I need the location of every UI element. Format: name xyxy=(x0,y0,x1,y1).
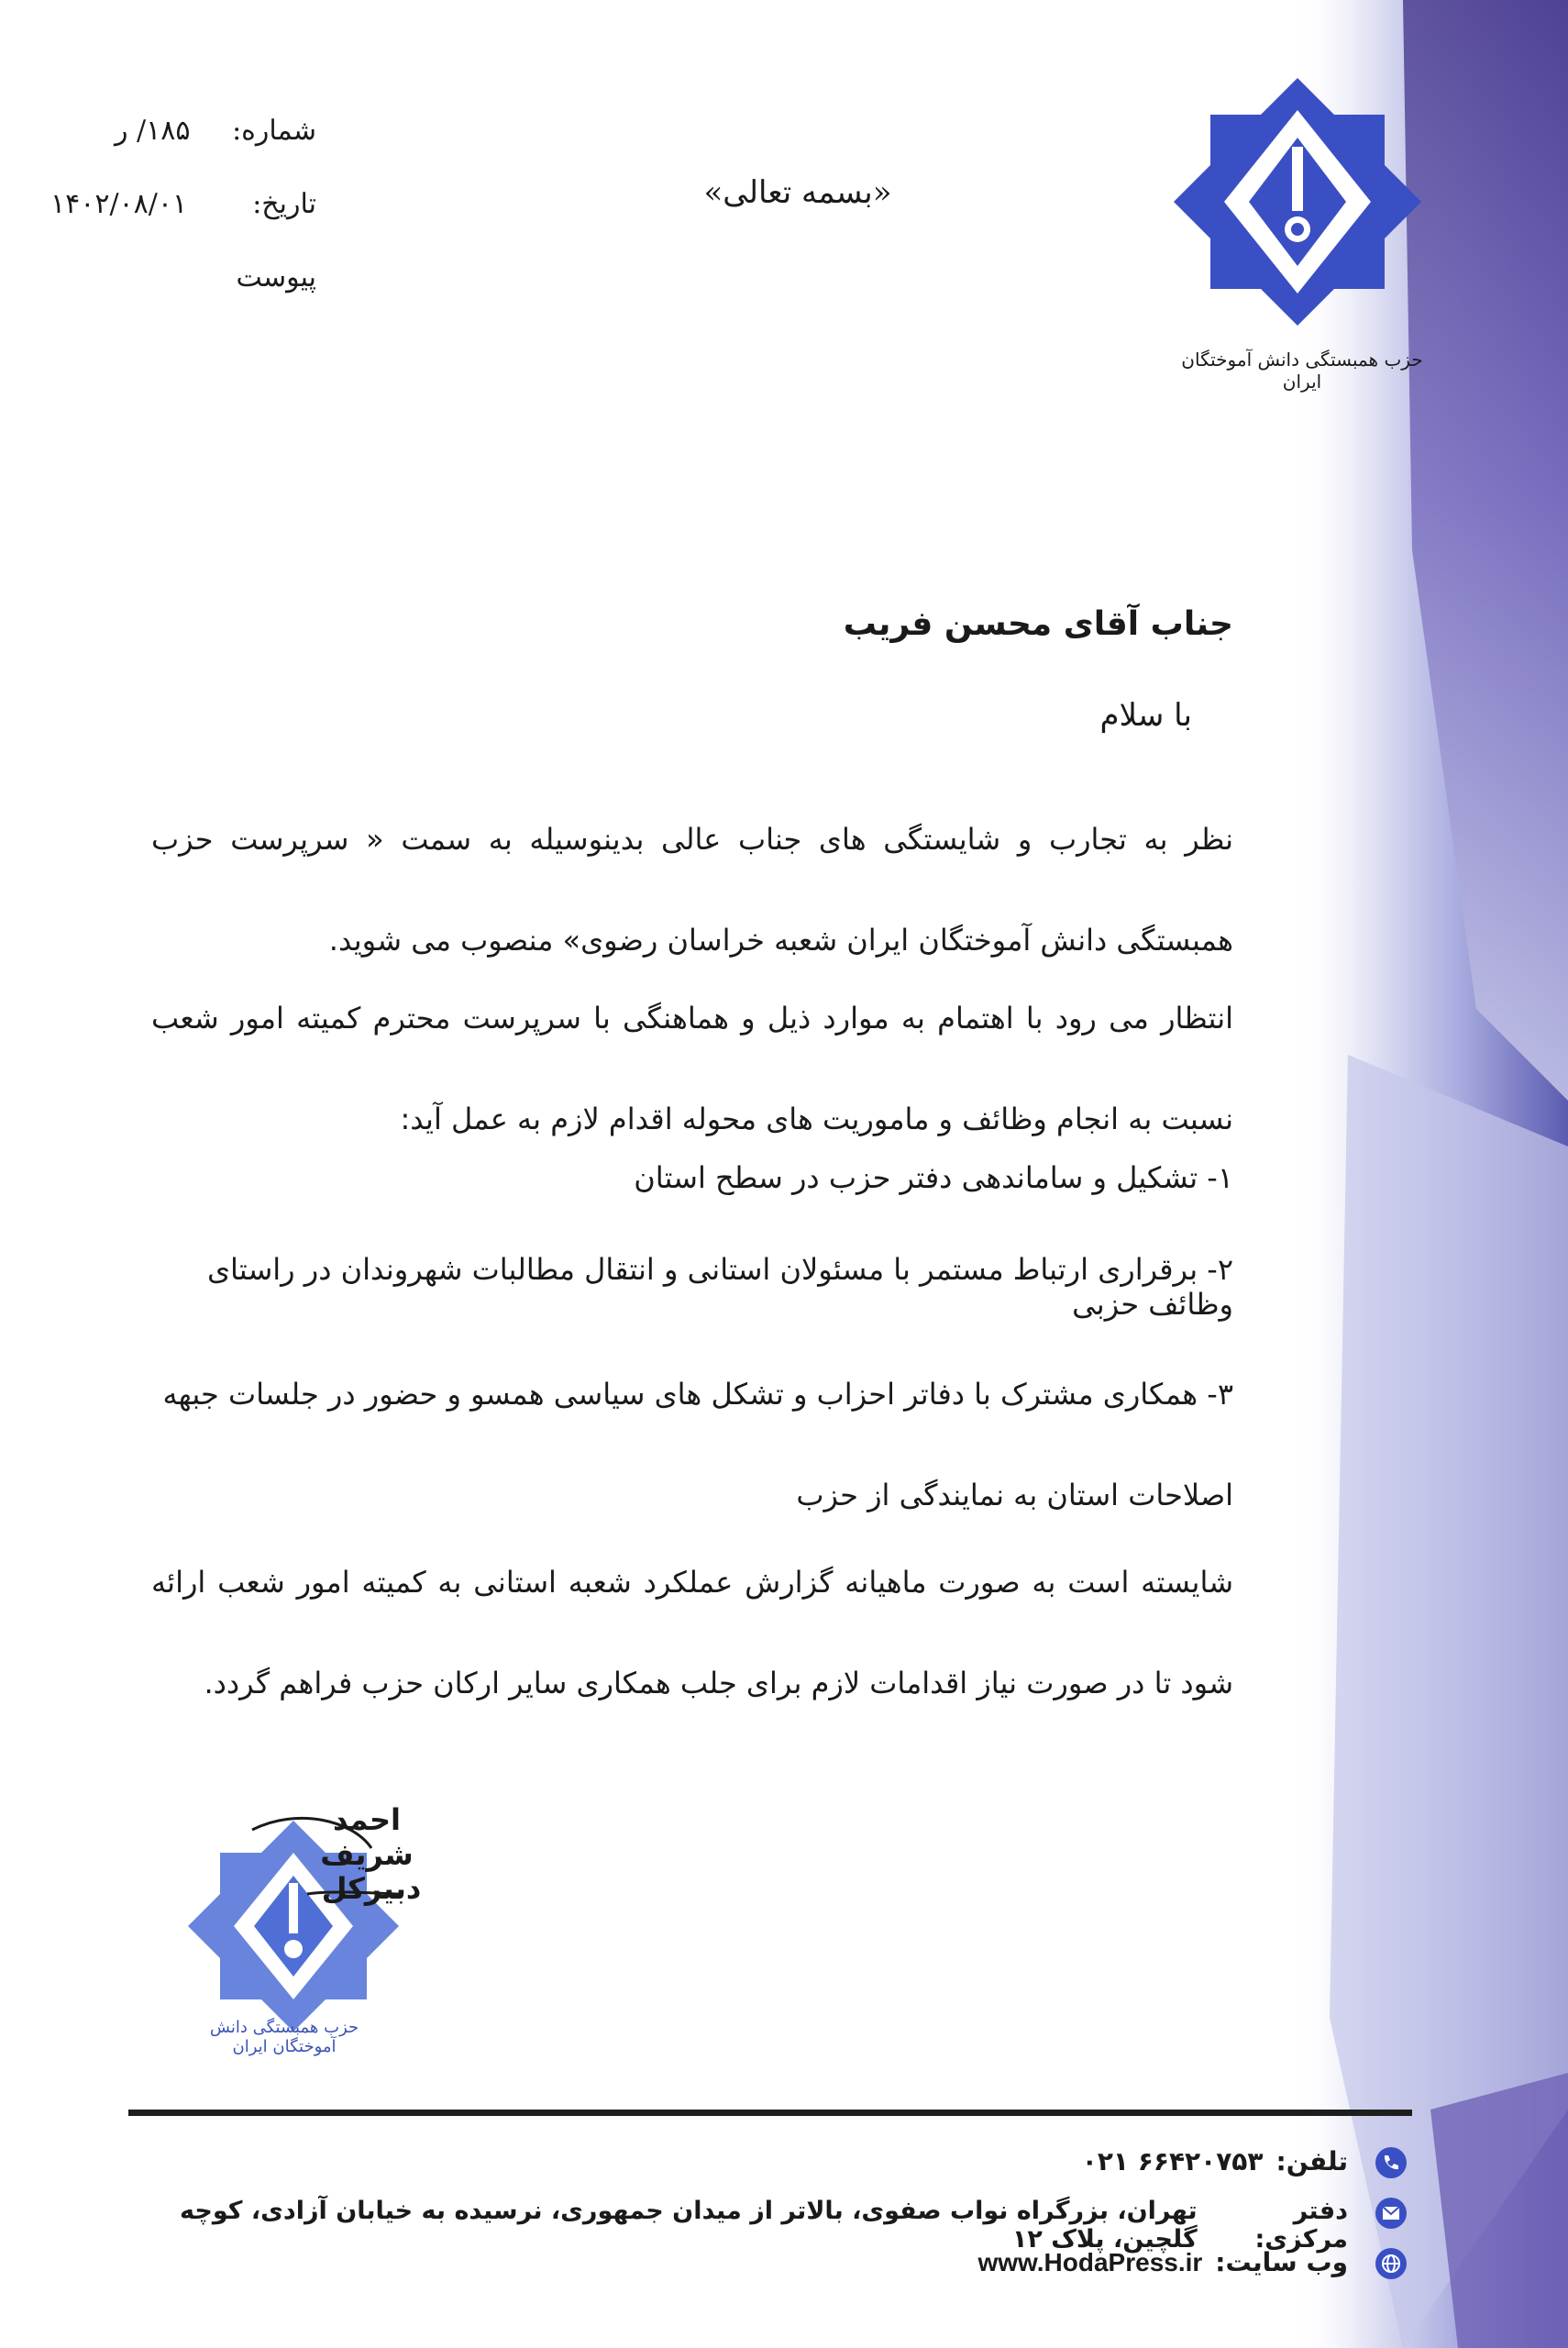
signatory-title: دبیرکل xyxy=(321,1871,422,1906)
stamp-caption: حزب همبستگی دانش آموختگان ایران xyxy=(209,2018,359,2056)
letter-meta xyxy=(50,115,316,335)
phone-value: ۰۲۱ ۶۶۴۲۰۷۵۳ xyxy=(1081,2146,1264,2176)
number-row xyxy=(50,115,316,188)
web-icon xyxy=(1375,2247,1408,2280)
invocation: «بسمه تعالی» xyxy=(703,174,892,211)
date-row xyxy=(50,188,316,261)
paragraph-expectation: انتظار می رود با اهتمام به موارد ذیل و هماهنگی با سرپرست محترم کمیته امور شعب نسبت به انجام وظائف و ماموریت های محوله اقدام لازم به عمل آید: xyxy=(151,1001,1233,1136)
phone-label: تلفن: xyxy=(1275,2146,1348,2176)
attachment-row xyxy=(50,261,316,335)
website-label: وب سایت: xyxy=(1215,2247,1348,2277)
date-label: تاریخ: xyxy=(252,188,316,220)
list-item-2: ۲- برقراری ارتباط مستمر با مسئولان استانی و انتقال مطالبات شهروندان در راستای وظائف حزبی xyxy=(206,1252,1233,1322)
footer-website xyxy=(977,2247,1348,2277)
date-value: ۱۴۰۲/۰۸/۰۱ xyxy=(50,188,188,220)
address-value: تهران، بزرگراه نواب صفوی، بالاتر از میدان جمهوری، نرسیده به خیابان آزادی، کوچه گلچین، پلاک ۱۲ xyxy=(180,2197,1198,2254)
number-value: ۱۸۵/ ر xyxy=(115,115,191,147)
footer-phone xyxy=(1082,2146,1348,2176)
greeting: با سلام xyxy=(1099,697,1192,734)
paragraph-appointment: نظر به تجارب و شایستگی های جناب عالی بدینوسیله به سمت « سرپرست حزب همبستگی دانش آموختگان ایران شعبه خراسان رضوی» منصوب می شوید. xyxy=(151,822,1233,958)
website-link[interactable]: www.HodaPress.ir xyxy=(977,2247,1203,2276)
mail-icon xyxy=(1375,2197,1408,2230)
list-item-1: ۱- تشکیل و ساماندهی دفتر حزب در سطح استان xyxy=(634,1160,1233,1195)
logo-caption: حزب همبستگی دانش آموختگان ایران xyxy=(1181,349,1423,393)
attachment-label: پیوست xyxy=(236,261,316,294)
number-label: شماره: xyxy=(232,115,316,147)
signatory-name: احمد شریف xyxy=(320,1802,414,1872)
phone-icon xyxy=(1375,2146,1408,2179)
list-item-3: ۳- همکاری مشترک با دفاتر احزاب و تشکل های سیاسی همسو و حضور در جلسات جبهه اصلاحات استان به نمایندگی از حزب xyxy=(162,1377,1233,1512)
footer-address xyxy=(128,2197,1348,2254)
addressee: جناب آقای محسن فریب xyxy=(843,605,1233,643)
address-label: دفتر مرکزی: xyxy=(1254,2197,1348,2254)
footer-divider xyxy=(128,2110,1412,2116)
paragraph-reporting: شایسته است به صورت ماهیانه گزارش عملکرد شعبه استانی به کمیته امور شعب ارائه شود تا در صورت نیاز اقدامات لازم برای جلب همکاری سایر ارکان حزب فراهم گردد. xyxy=(151,1565,1233,1700)
